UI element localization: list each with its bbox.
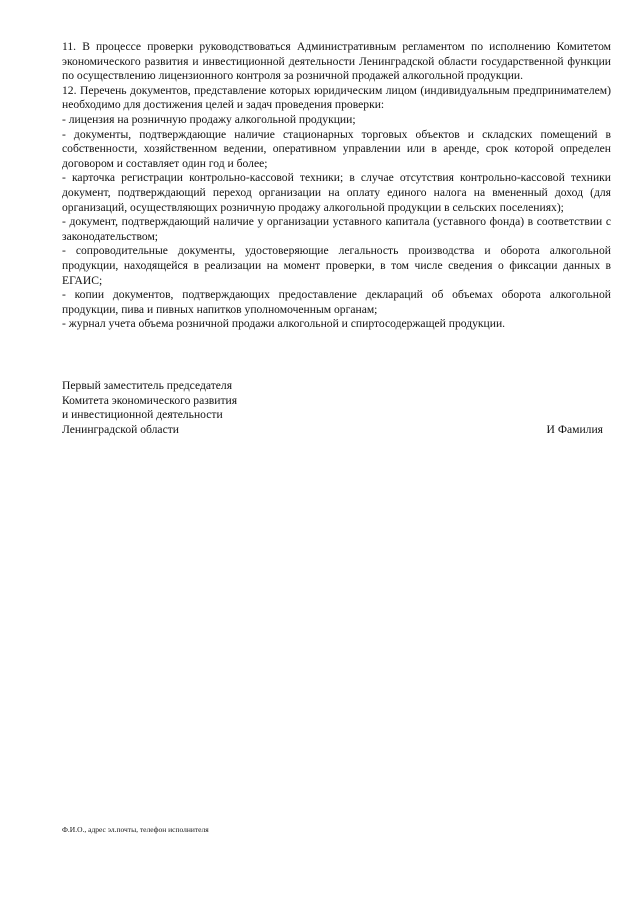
list-item-sales-journal: - журнал учета объема розничной продажи алкогольной и спиртосодержащей продукции. [62, 317, 506, 331]
signatory-title-line-4: Ленинградской области [62, 422, 179, 436]
signatory-name: И Фамилия [546, 422, 603, 436]
list-item-declaration-copies: - копии документов, подтверждающих предоставление деклараций об объемах оборота алкогольной продукции, пива и пивных напитков уполномоченным органам; [62, 288, 611, 316]
signatory-title-line-1: Первый заместитель председателя [62, 379, 233, 392]
document-body [62, 40, 611, 332]
list-item-cash-register-card: - карточка регистрации контрольно-кассовой техники; в случае отсутствия контрольно-кассовой техники документ, подтверждающий переход организации на оплату единого налога на вмененный доход (для организаций, осуществляющих розничную продажу алкогольной продукции в сельских поселениях); [62, 171, 611, 214]
list-item-premises-documents: - документы, подтверждающие наличие стационарных торговых объектов и складских помещений в собственности, хозяйственном ведении, оперативном управлении или в аренде, срок которой определен договором и составляет один год и более; [62, 127, 611, 170]
signature-block [62, 379, 611, 437]
list-item-license: - лицензия на розничную продажу алкогольной продукции; [62, 112, 356, 126]
signatory-title-line-3: и инвестиционной деятельности [62, 408, 223, 422]
paragraph-11: 11. В процессе проверки руководствоваться Административным регламентом по исполнению Комитетом экономического развития и инвестиционной деятельности Ленинградской области государственной функции по осуществлению лицензионного контроля за розничной продажей алкогольной продукции. [62, 40, 611, 83]
list-item-accompanying-documents: - сопроводительные документы, удостоверяющие легальность производства и оборота алкогольной продукции, находящейся в реализации на момент проверки, в том числе сведения о фиксации данных в ЕГАИС; [62, 244, 611, 287]
executor-footer: Ф.И.О., адрес эл.почты, телефон исполнителя [62, 825, 209, 834]
signatory-final-row [62, 423, 603, 438]
list-item-charter-capital: - документ, подтверждающий наличие у организации уставного капитала (уставного фонда) в соответствии с законодательством; [62, 215, 611, 243]
signatory-title-line-2: Комитета экономического развития [62, 393, 238, 407]
paragraph-12: 12. Перечень документов, представление которых юридическим лицом (индивидуальным предпринимателем) необходимо для достижения целей и задач проведения проверки: [62, 83, 611, 112]
